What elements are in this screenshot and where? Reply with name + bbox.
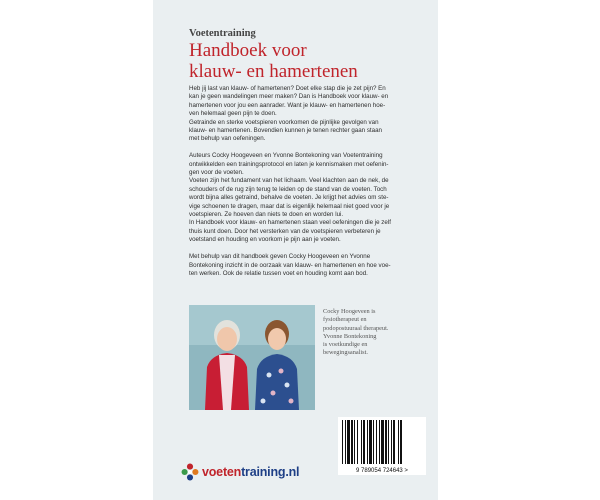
series-name: Voetentraining [189, 28, 256, 39]
title-line-1: Handboek voor [189, 40, 307, 61]
publisher-logo [181, 463, 299, 481]
blurb-line: ten werken. Ook de relatie tussen voet en houding komt aan bod. [189, 269, 368, 277]
flower-logo-icon [181, 463, 199, 481]
isbn-number: 9 789054 724643 > [356, 468, 408, 474]
authors-photo-illustration [189, 305, 315, 410]
logo-word-training: training.nl [241, 465, 300, 479]
blurb-line: voetstand en houding en voorkom je pijn aan je voeten. [189, 236, 341, 244]
barcode-bars [338, 417, 426, 467]
blurb-line: Voeten zijn het fundament van het lichaam. Veel klachten aan de nek, de [189, 177, 389, 185]
caption-line: bewegingsanalist. [323, 349, 368, 357]
blurb-line: hamertenen voor jou een aanrader. Want je klauw- en hamertenen hoe- [189, 101, 386, 109]
barcode [338, 417, 426, 475]
blurb-line: Bontekoning inzicht in de oorzaak van klauw- en hamertenen en hoe voe- [189, 261, 391, 269]
book-title [189, 40, 429, 82]
blurb-line: met behulp van oefeningen. [189, 135, 266, 143]
blurb-line: klauw- en hamertenen. Bovendien kunnen je tenen rechter gaan staan [189, 127, 382, 135]
book-back-cover [153, 0, 438, 500]
logo-word-voeten: voeten [202, 465, 242, 479]
caption-line: Yvonne Bontekoning [323, 332, 377, 340]
caption-line: is voetkundige en [323, 341, 368, 349]
blurb-line: In Handboek voor klauw- en hamertenen staan veel oefeningen die je zelf [189, 219, 391, 227]
blurb-line: gen voor de voeten. [189, 169, 244, 177]
blurb-line: schouders of de rug zijn terug te leiden op de stand van de voeten. Toch [189, 185, 387, 193]
blurb-line: Heb jij last van klauw- of hamertenen? Doet elke stap die je zet pijn? En [189, 85, 386, 92]
authors-caption [323, 308, 433, 358]
blurb-line: Getrainde en sterke voetspieren voorkomen de pijnlijke gevolgen van [189, 118, 379, 126]
blurb-line: Auteurs Cocky Hoogeveen en Yvonne Bontekoning van Voetentraining [189, 152, 383, 160]
blurb-text [189, 85, 429, 287]
blurb-line: voetspieren. Ze hoeven dan niets te doen en worden lui. [189, 211, 344, 219]
caption-line: Cocky Hoogeveen is [323, 308, 376, 315]
caption-line: podopostuuraal therapeut. [323, 324, 389, 332]
caption-line: fysiotherapeut en [323, 316, 367, 324]
blurb-line: kan je geen wandelingen meer maken? Dan is Handboek voor klauw- en [189, 93, 389, 101]
blurb-paragraph-2 [189, 152, 429, 244]
blurb-line: Met behulp van dit handboek geven Cocky Hoogeveen en Yvonne [189, 253, 371, 261]
blurb-line: vige schoenen te dragen, maar dat is eigenlijk helemaal niet goed voor je [189, 202, 390, 210]
blurb-line: ven helemaal geen pijn te doen. [189, 110, 277, 118]
blurb-paragraph-3 [189, 253, 429, 278]
title-line-2: klauw- en hamertenen [189, 61, 358, 82]
authors-photo [189, 305, 315, 410]
blurb-paragraph-1 [189, 85, 429, 144]
logo-wordmark [202, 465, 299, 479]
blurb-line: thuis kunt doen. Door het versterken van de voetspieren verbeteren je [189, 227, 381, 235]
blurb-line: wordt bijna alles getraind, behalve de voeten. Je krijgt het advies om ste- [189, 194, 389, 202]
blurb-line: ontwikkelden een trainingsprotocol en laten je kennismaken met oefenin- [189, 160, 389, 168]
